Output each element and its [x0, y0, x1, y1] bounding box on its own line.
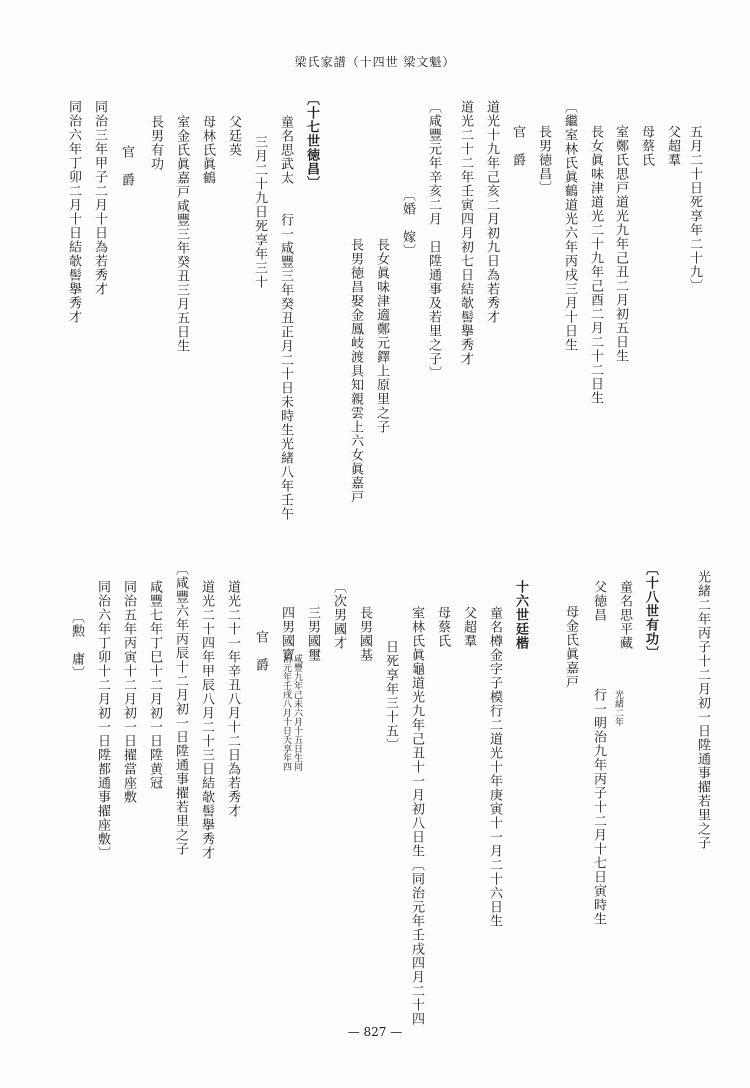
lower-col-3: 行一明治九年丙子十二月十七日寅時生 [591, 688, 606, 926]
lower-col-17: 道光二十一年辛丑八月十二日為若秀才 [225, 580, 240, 818]
upper-col-1: 父超羣 [665, 125, 680, 167]
upper-col-4: 長女眞味津道光二十九年己酉二月二十二日生 [588, 125, 603, 405]
lower-col-4: 父徳昌 [591, 580, 606, 622]
lower-col-10: 室林氏眞龜道光九年己丑十一月初八日生〔同治元年壬戌四月二十四 [409, 606, 424, 1026]
lower-col-22: 同治六年丁卯十二月初一日陞都通事擢座敷〕 [95, 580, 110, 860]
upper-col-8: 道光十九年己亥二月初九日為若秀才 [484, 100, 499, 324]
lower-col-8: 父超羣 [461, 606, 476, 648]
page-number: — 827 — [347, 1025, 403, 1039]
lower-col-15: 四男國寳 [279, 606, 294, 662]
upper-col-15: 童名思武太 行一咸豐三年癸丑正月二十日未時生光緒八年壬午 [278, 115, 293, 521]
lower-col-11: 日死享年三十五〕 [383, 640, 398, 752]
upper-col-13: 長男徳昌娶金鳳岐渡具知親雲上六女眞嘉戸 [348, 238, 363, 504]
lower-col-0: 光緒二年丙子十二月初一日陞通事擢若里之子 [695, 570, 710, 850]
lower-col-2: 童名思平藏 [617, 580, 632, 650]
lower-col-13: 〔次男國才 [331, 580, 346, 650]
lower-col-18: 道光二十四年甲辰八月二十三日結欹髻擧秀才 [199, 580, 214, 860]
lower-col-5: 母金氏眞嘉戸 [563, 605, 578, 689]
lower-col-23: 〔勲 庸〕 [69, 610, 84, 680]
upper-col-2: 母蔡氏 [639, 125, 654, 167]
lower-col-7: 童名樽金字子模行二道光十年庚寅十一月二十六日生 [487, 606, 502, 928]
upper-col-17: 父廷英 [226, 115, 241, 157]
upper-col-18: 母林氏眞鶴 [200, 115, 215, 185]
upper-col-14: 〔十七世徳昌〕 [304, 92, 319, 190]
upper-col-11: 〔婚 嫁〕 [400, 188, 415, 258]
lower-note-kokuho-1: 咸豐九年己未六月十五日生同 [292, 654, 302, 771]
upper-col-20: 長男有功 [148, 115, 163, 171]
lower-col-21: 同治五年丙寅十二月初一日擢當座敷 [121, 580, 136, 804]
upper-col-16: 三月二十九日死享年三十 [252, 135, 267, 289]
upper-col-22: 同治三年甲子二月十日為若秀才 [92, 100, 107, 296]
upper-col-7: 官 爵 [510, 125, 525, 167]
lower-col-12: 長男國基 [357, 606, 372, 662]
lower-col-19: 〔咸豐六年丙辰十二月初一日陞通事擢若里之子 [173, 562, 188, 856]
upper-col-21: 官 爵 [119, 145, 134, 187]
upper-col-3: 室鄭氏思戸道光九年己丑二月初五日生 [613, 125, 628, 363]
upper-col-9: 道光二十二年壬寅四月初七日結欹髻擧秀才 [458, 100, 473, 366]
lower-col-20: 咸豐七年丁巳十二月初一日陞黄冠 [147, 580, 162, 790]
lower-col-1: 〔十八世有功〕 [643, 562, 658, 660]
upper-col-23: 同治六年丁卯二月十日結欹髻擧秀才 [66, 100, 81, 324]
lower-note-kokuho-2: 治元年壬戌八月十日夭享年四 [281, 654, 291, 771]
upper-col-19: 室金氏眞嘉戸咸豐三年癸丑三月五日生 [174, 115, 189, 353]
lower-col-16: 官 爵 [253, 630, 268, 672]
lower-col-14: 三男國璽 [305, 606, 320, 662]
upper-col-12: 長女眞味津適鄭元鐸上原里之子 [374, 238, 389, 434]
upper-col-0: 五月二十日死享年二十九〕 [687, 125, 702, 293]
upper-col-6: 長男徳昌〕 [536, 125, 551, 195]
page-header: 梁氏家譜（十四世 梁文魁） [294, 55, 456, 69]
upper-col-10: 〔咸豐元年辛亥二月 日陞通事及若里之子〕 [426, 100, 441, 380]
lower-col-6: 十六世廷楷 [513, 580, 528, 650]
upper-col-5: 〔繼室林氏眞鶴道光六年丙戌三月十日生 [562, 100, 577, 352]
lower-col-9: 母蔡氏 [435, 606, 450, 648]
lower-note-guangxu: 光緒二年 [613, 690, 623, 726]
